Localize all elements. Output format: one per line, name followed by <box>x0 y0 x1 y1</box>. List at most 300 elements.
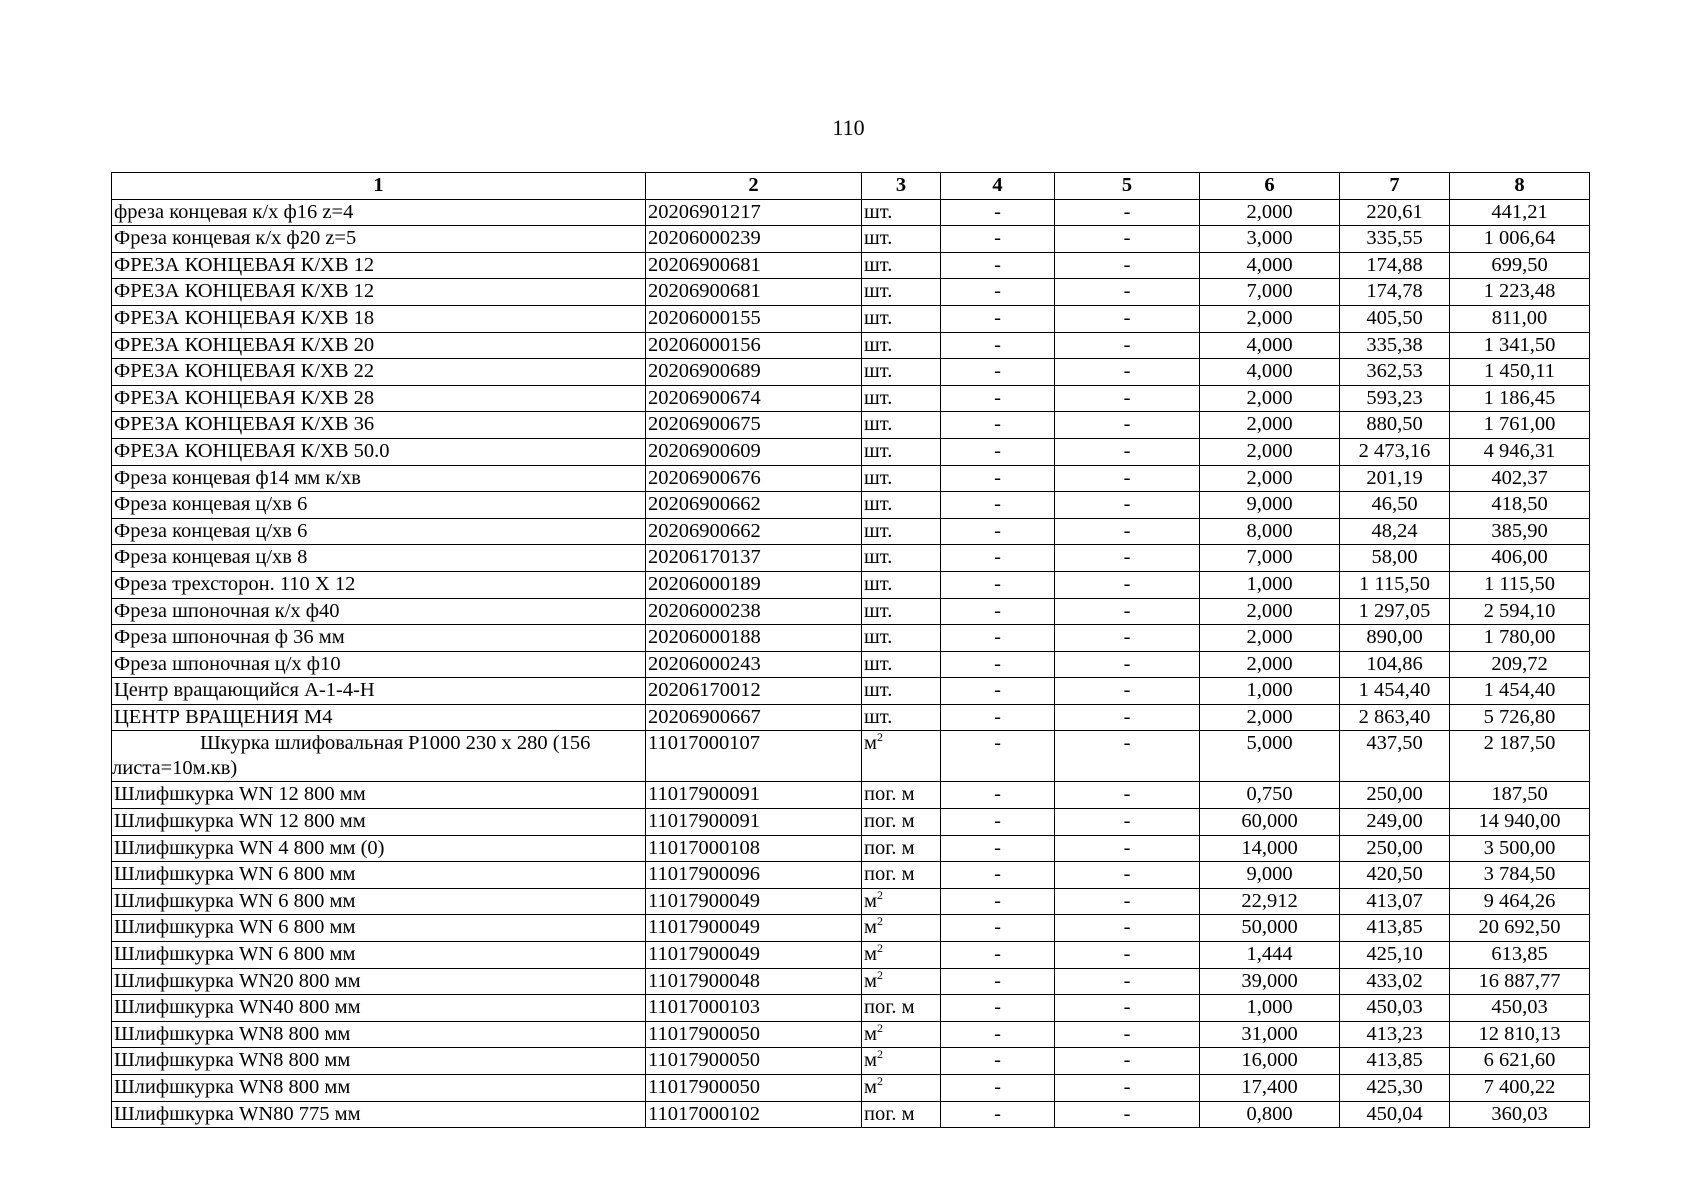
unit-cell: шт. <box>862 678 941 705</box>
column-header: 6 <box>1200 173 1340 200</box>
price-cell: 2 473,16 <box>1340 438 1450 465</box>
unit-cell: шт. <box>862 625 941 652</box>
column4-cell: - <box>941 782 1055 809</box>
column5-cell: - <box>1055 678 1200 705</box>
quantity-cell: 17,400 <box>1200 1075 1340 1102</box>
unit-cell: $м^2$ <box>862 731 941 782</box>
sum-cell: 699,50 <box>1450 252 1590 279</box>
quantity-cell: 31,000 <box>1200 1021 1340 1048</box>
column4-cell: - <box>941 359 1055 386</box>
column5-cell: - <box>1055 888 1200 915</box>
table-row <box>112 1021 1590 1048</box>
column5-cell: - <box>1055 1101 1200 1128</box>
column-header: 8 <box>1450 173 1590 200</box>
item-name-cell: Шлифшкурка WN 6 800 мм <box>112 942 646 969</box>
unit-cell: $м^2$ <box>862 1048 941 1075</box>
price-cell: 104,86 <box>1340 651 1450 678</box>
column5-cell: - <box>1055 545 1200 572</box>
column4-cell: - <box>941 942 1055 969</box>
item-name-cell: Шкурка шлифовальная Р1000 230 х 280 (156 листа=10м.кв) <box>112 731 646 782</box>
sum-cell: 7 400,22 <box>1450 1075 1590 1102</box>
item-name-cell: Фреза концевая ф14 мм к/хв <box>112 465 646 492</box>
item-name-cell: ФРЕЗА КОНЦЕВАЯ К/ХВ 36 <box>112 412 646 439</box>
sum-cell: 14 940,00 <box>1450 809 1590 836</box>
price-cell: 450,04 <box>1340 1101 1450 1128</box>
item-name-cell: ЦЕНТР ВРАЩЕНИЯ М4 <box>112 704 646 731</box>
item-name-cell: ФРЕЗА КОНЦЕВАЯ К/ХВ 28 <box>112 385 646 412</box>
item-name-cell: Шлифшкурка WN 4 800 мм (0) <box>112 835 646 862</box>
column5-cell: - <box>1055 835 1200 862</box>
table-row <box>112 571 1590 598</box>
column4-cell: - <box>941 678 1055 705</box>
table-row <box>112 835 1590 862</box>
item-code-cell: 20206000156 <box>646 332 862 359</box>
sum-cell: 1 006,64 <box>1450 226 1590 253</box>
item-code-cell: 11017000103 <box>646 995 862 1022</box>
unit-cell: шт. <box>862 465 941 492</box>
column4-cell: - <box>941 279 1055 306</box>
item-code-cell: 20206000238 <box>646 598 862 625</box>
column5-cell: - <box>1055 571 1200 598</box>
unit-cell: пог. м <box>862 995 941 1022</box>
quantity-cell: 2,000 <box>1200 598 1340 625</box>
column5-cell: - <box>1055 332 1200 359</box>
column-header: 5 <box>1055 173 1200 200</box>
price-cell: 249,00 <box>1340 809 1450 836</box>
column-header: 4 <box>941 173 1055 200</box>
sum-cell: 1 186,45 <box>1450 385 1590 412</box>
quantity-cell: 2,000 <box>1200 305 1340 332</box>
item-code-cell: 20206900667 <box>646 704 862 731</box>
table-row <box>112 782 1590 809</box>
item-code-cell: 20206000239 <box>646 226 862 253</box>
table-row <box>112 465 1590 492</box>
table-row <box>112 704 1590 731</box>
column4-cell: - <box>941 731 1055 782</box>
item-code-cell: 20206170012 <box>646 678 862 705</box>
price-cell: 1 297,05 <box>1340 598 1450 625</box>
unit-cell: $м^2$ <box>862 888 941 915</box>
item-code-cell: 20206900609 <box>646 438 862 465</box>
table-row <box>112 279 1590 306</box>
column4-cell: - <box>941 412 1055 439</box>
sum-cell: 385,90 <box>1450 518 1590 545</box>
sum-cell: 406,00 <box>1450 545 1590 572</box>
column4-cell: - <box>941 492 1055 519</box>
price-cell: 420,50 <box>1340 862 1450 889</box>
item-name-cell: Фреза шпоночная ф 36 мм <box>112 625 646 652</box>
unit-cell: $м^2$ <box>862 968 941 995</box>
price-cell: 593,23 <box>1340 385 1450 412</box>
sum-cell: 2 187,50 <box>1450 731 1590 782</box>
column5-cell: - <box>1055 1048 1200 1075</box>
quantity-cell: 2,000 <box>1200 412 1340 439</box>
column4-cell: - <box>941 571 1055 598</box>
sum-cell: 418,50 <box>1450 492 1590 519</box>
quantity-cell: 5,000 <box>1200 731 1340 782</box>
item-name-cell: Фреза шпоночная ц/х ф10 <box>112 651 646 678</box>
price-cell: 425,30 <box>1340 1075 1450 1102</box>
column4-cell: - <box>941 226 1055 253</box>
column5-cell: - <box>1055 862 1200 889</box>
item-code-cell: 20206900676 <box>646 465 862 492</box>
column4-cell: - <box>941 545 1055 572</box>
table-row <box>112 995 1590 1022</box>
sum-cell: 360,03 <box>1450 1101 1590 1128</box>
column5-cell: - <box>1055 1021 1200 1048</box>
sum-cell: 1 761,00 <box>1450 412 1590 439</box>
table-row <box>112 252 1590 279</box>
quantity-cell: 7,000 <box>1200 545 1340 572</box>
column4-cell: - <box>941 465 1055 492</box>
table-row <box>112 226 1590 253</box>
column5-cell: - <box>1055 279 1200 306</box>
quantity-cell: 3,000 <box>1200 226 1340 253</box>
column5-cell: - <box>1055 995 1200 1022</box>
table-row <box>112 305 1590 332</box>
column4-cell: - <box>941 1101 1055 1128</box>
unit-cell: пог. м <box>862 835 941 862</box>
item-name-cell: Шлифшкурка WN 12 800 мм <box>112 782 646 809</box>
unit-cell: $м^2$ <box>862 915 941 942</box>
quantity-cell: 9,000 <box>1200 492 1340 519</box>
sum-cell: 3 500,00 <box>1450 835 1590 862</box>
item-name-cell: Фреза шпоночная к/х ф40 <box>112 598 646 625</box>
column4-cell: - <box>941 305 1055 332</box>
table-row <box>112 385 1590 412</box>
item-code-cell: 20206000189 <box>646 571 862 598</box>
table-row <box>112 888 1590 915</box>
item-code-cell: 20206000155 <box>646 305 862 332</box>
column5-cell: - <box>1055 412 1200 439</box>
table-row <box>112 545 1590 572</box>
inventory-table <box>111 172 1590 1128</box>
price-cell: 413,23 <box>1340 1021 1450 1048</box>
header-row <box>112 173 1590 200</box>
item-code-cell: 11017900050 <box>646 1048 862 1075</box>
column4-cell: - <box>941 651 1055 678</box>
column4-cell: - <box>941 385 1055 412</box>
sum-cell: 441,21 <box>1450 199 1590 226</box>
table-row <box>112 359 1590 386</box>
item-code-cell: 20206900681 <box>646 279 862 306</box>
column4-cell: - <box>941 518 1055 545</box>
price-cell: 362,53 <box>1340 359 1450 386</box>
table-row <box>112 332 1590 359</box>
column5-cell: - <box>1055 782 1200 809</box>
sum-cell: 187,50 <box>1450 782 1590 809</box>
quantity-cell: 2,000 <box>1200 385 1340 412</box>
table-row <box>112 438 1590 465</box>
unit-cell: шт. <box>862 305 941 332</box>
unit-cell: шт. <box>862 492 941 519</box>
item-name-cell: Шлифшкурка WN 6 800 мм <box>112 915 646 942</box>
unit-cell: шт. <box>862 545 941 572</box>
item-code-cell: 11017900091 <box>646 782 862 809</box>
quantity-cell: 22,912 <box>1200 888 1340 915</box>
price-cell: 413,07 <box>1340 888 1450 915</box>
sum-cell: 1 341,50 <box>1450 332 1590 359</box>
sum-cell: 16 887,77 <box>1450 968 1590 995</box>
price-cell: 437,50 <box>1340 731 1450 782</box>
table-row <box>112 598 1590 625</box>
item-name-cell: ФРЕЗА КОНЦЕВАЯ К/ХВ 18 <box>112 305 646 332</box>
column-header: 3 <box>862 173 941 200</box>
quantity-cell: 7,000 <box>1200 279 1340 306</box>
item-code-cell: 11017000107 <box>646 731 862 782</box>
quantity-cell: 14,000 <box>1200 835 1340 862</box>
column5-cell: - <box>1055 305 1200 332</box>
column5-cell: - <box>1055 518 1200 545</box>
column5-cell: - <box>1055 359 1200 386</box>
table-row <box>112 625 1590 652</box>
item-code-cell: 11017900050 <box>646 1075 862 1102</box>
column4-cell: - <box>941 438 1055 465</box>
quantity-cell: 8,000 <box>1200 518 1340 545</box>
item-name-cell: Шлифшкурка WN 6 800 мм <box>112 888 646 915</box>
unit-cell: шт. <box>862 651 941 678</box>
unit-cell: шт. <box>862 598 941 625</box>
price-cell: 250,00 <box>1340 782 1450 809</box>
table-row <box>112 1075 1590 1102</box>
column5-cell: - <box>1055 942 1200 969</box>
unit-cell: шт. <box>862 704 941 731</box>
price-cell: 335,55 <box>1340 226 1450 253</box>
price-cell: 58,00 <box>1340 545 1450 572</box>
column4-cell: - <box>941 252 1055 279</box>
item-code-cell: 20206900662 <box>646 518 862 545</box>
table-row <box>112 915 1590 942</box>
unit-cell: шт. <box>862 359 941 386</box>
column5-cell: - <box>1055 809 1200 836</box>
column5-cell: - <box>1055 731 1200 782</box>
column5-cell: - <box>1055 226 1200 253</box>
price-cell: 174,88 <box>1340 252 1450 279</box>
sum-cell: 12 810,13 <box>1450 1021 1590 1048</box>
unit-cell: пог. м <box>862 1101 941 1128</box>
column-header: 7 <box>1340 173 1450 200</box>
price-cell: 433,02 <box>1340 968 1450 995</box>
item-code-cell: 11017900049 <box>646 942 862 969</box>
sum-cell: 9 464,26 <box>1450 888 1590 915</box>
price-cell: 413,85 <box>1340 915 1450 942</box>
sum-cell: 2 594,10 <box>1450 598 1590 625</box>
price-cell: 890,00 <box>1340 625 1450 652</box>
price-cell: 425,10 <box>1340 942 1450 969</box>
column5-cell: - <box>1055 598 1200 625</box>
unit-cell: шт. <box>862 518 941 545</box>
sum-cell: 4 946,31 <box>1450 438 1590 465</box>
table-row <box>112 1048 1590 1075</box>
price-cell: 1 454,40 <box>1340 678 1450 705</box>
item-name-cell: Шлифшкурка WN 6 800 мм <box>112 862 646 889</box>
table-row <box>112 731 1590 782</box>
item-name-cell: ФРЕЗА КОНЦЕВАЯ К/ХВ 20 <box>112 332 646 359</box>
sum-cell: 5 726,80 <box>1450 704 1590 731</box>
column4-cell: - <box>941 995 1055 1022</box>
column4-cell: - <box>941 625 1055 652</box>
column5-cell: - <box>1055 199 1200 226</box>
sum-cell: 20 692,50 <box>1450 915 1590 942</box>
table-row <box>112 199 1590 226</box>
unit-cell: шт. <box>862 412 941 439</box>
item-code-cell: 11017900049 <box>646 888 862 915</box>
price-cell: 220,61 <box>1340 199 1450 226</box>
price-cell: 413,85 <box>1340 1048 1450 1075</box>
column5-cell: - <box>1055 915 1200 942</box>
column4-cell: - <box>941 862 1055 889</box>
sum-cell: 1 223,48 <box>1450 279 1590 306</box>
item-code-cell: 20206900689 <box>646 359 862 386</box>
item-code-cell: 11017900048 <box>646 968 862 995</box>
column4-cell: - <box>941 1048 1055 1075</box>
table-row <box>112 1101 1590 1128</box>
unit-cell: $м^2$ <box>862 942 941 969</box>
unit-cell: шт. <box>862 438 941 465</box>
column4-cell: - <box>941 809 1055 836</box>
unit-cell: шт. <box>862 332 941 359</box>
item-name-cell: Шлифшкурка WN20 800 мм <box>112 968 646 995</box>
table-row <box>112 809 1590 836</box>
item-name-cell: Шлифшкурка WN8 800 мм <box>112 1021 646 1048</box>
column4-cell: - <box>941 704 1055 731</box>
unit-cell: $м^2$ <box>862 1075 941 1102</box>
table-row <box>112 678 1590 705</box>
quantity-cell: 50,000 <box>1200 915 1340 942</box>
item-code-cell: 20206900675 <box>646 412 862 439</box>
price-cell: 201,19 <box>1340 465 1450 492</box>
item-code-cell: 20206000188 <box>646 625 862 652</box>
column5-cell: - <box>1055 465 1200 492</box>
sum-cell: 209,72 <box>1450 651 1590 678</box>
column5-cell: - <box>1055 968 1200 995</box>
price-cell: 335,38 <box>1340 332 1450 359</box>
quantity-cell: 2,000 <box>1200 438 1340 465</box>
price-cell: 250,00 <box>1340 835 1450 862</box>
unit-cell: $м^2$ <box>862 1021 941 1048</box>
quantity-cell: 2,000 <box>1200 651 1340 678</box>
item-name-cell: Фреза концевая ц/хв 8 <box>112 545 646 572</box>
sum-cell: 3 784,50 <box>1450 862 1590 889</box>
sum-cell: 1 780,00 <box>1450 625 1590 652</box>
sum-cell: 450,03 <box>1450 995 1590 1022</box>
column4-cell: - <box>941 835 1055 862</box>
sum-cell: 811,00 <box>1450 305 1590 332</box>
quantity-cell: 2,000 <box>1200 704 1340 731</box>
table-row <box>112 968 1590 995</box>
table-row <box>112 651 1590 678</box>
unit-cell: шт. <box>862 385 941 412</box>
item-code-cell: 20206170137 <box>646 545 862 572</box>
price-cell: 880,50 <box>1340 412 1450 439</box>
sum-cell: 1 454,40 <box>1450 678 1590 705</box>
quantity-cell: 4,000 <box>1200 332 1340 359</box>
sum-cell: 6 621,60 <box>1450 1048 1590 1075</box>
sum-cell: 1 115,50 <box>1450 571 1590 598</box>
column-header: 1 <box>112 173 646 200</box>
column5-cell: - <box>1055 492 1200 519</box>
item-code-cell: 11017900050 <box>646 1021 862 1048</box>
price-cell: 405,50 <box>1340 305 1450 332</box>
sum-cell: 1 450,11 <box>1450 359 1590 386</box>
item-name-cell: ФРЕЗА КОНЦЕВАЯ К/ХВ 12 <box>112 252 646 279</box>
unit-cell: шт. <box>862 279 941 306</box>
unit-cell: пог. м <box>862 809 941 836</box>
column5-cell: - <box>1055 385 1200 412</box>
quantity-cell: 1,444 <box>1200 942 1340 969</box>
price-cell: 450,03 <box>1340 995 1450 1022</box>
item-code-cell: 20206000243 <box>646 651 862 678</box>
column5-cell: - <box>1055 438 1200 465</box>
price-cell: 48,24 <box>1340 518 1450 545</box>
unit-cell: шт. <box>862 252 941 279</box>
quantity-cell: 1,000 <box>1200 678 1340 705</box>
item-code-cell: 11017900049 <box>646 915 862 942</box>
item-name-cell: Шлифшкурка WN40 800 мм <box>112 995 646 1022</box>
table-row <box>112 942 1590 969</box>
quantity-cell: 9,000 <box>1200 862 1340 889</box>
item-name-cell: Фреза концевая к/х ф20 z=5 <box>112 226 646 253</box>
column4-cell: - <box>941 915 1055 942</box>
column4-cell: - <box>941 199 1055 226</box>
quantity-cell: 2,000 <box>1200 625 1340 652</box>
table-row <box>112 492 1590 519</box>
item-code-cell: 11017900091 <box>646 809 862 836</box>
item-code-cell: 20206900681 <box>646 252 862 279</box>
unit-cell: шт. <box>862 571 941 598</box>
quantity-cell: 0,750 <box>1200 782 1340 809</box>
item-code-cell: 11017000102 <box>646 1101 862 1128</box>
table-row <box>112 412 1590 439</box>
column4-cell: - <box>941 968 1055 995</box>
quantity-cell: 2,000 <box>1200 465 1340 492</box>
quantity-cell: 0,800 <box>1200 1101 1340 1128</box>
unit-cell: шт. <box>862 226 941 253</box>
item-code-cell: 11017000108 <box>646 835 862 862</box>
unit-cell: шт. <box>862 199 941 226</box>
column4-cell: - <box>941 1021 1055 1048</box>
sum-cell: 613,85 <box>1450 942 1590 969</box>
item-name-cell: Шлифшкурка WN80 775 мм <box>112 1101 646 1128</box>
unit-cell: пог. м <box>862 782 941 809</box>
quantity-cell: 60,000 <box>1200 809 1340 836</box>
quantity-cell: 4,000 <box>1200 252 1340 279</box>
quantity-cell: 1,000 <box>1200 995 1340 1022</box>
column5-cell: - <box>1055 625 1200 652</box>
column-header: 2 <box>646 173 862 200</box>
sum-cell: 402,37 <box>1450 465 1590 492</box>
item-name-cell: Шлифшкурка WN8 800 мм <box>112 1048 646 1075</box>
price-cell: 46,50 <box>1340 492 1450 519</box>
price-cell: 1 115,50 <box>1340 571 1450 598</box>
item-code-cell: 11017900096 <box>646 862 862 889</box>
item-name-cell: Фреза трехсторон. 110 Х 12 <box>112 571 646 598</box>
item-name-cell: ФРЕЗА КОНЦЕВАЯ К/ХВ 50.0 <box>112 438 646 465</box>
quantity-cell: 4,000 <box>1200 359 1340 386</box>
item-code-cell: 20206900674 <box>646 385 862 412</box>
column5-cell: - <box>1055 651 1200 678</box>
item-name-cell: Шлифшкурка WN 12 800 мм <box>112 809 646 836</box>
quantity-cell: 2,000 <box>1200 199 1340 226</box>
item-code-cell: 20206901217 <box>646 199 862 226</box>
column4-cell: - <box>941 888 1055 915</box>
column5-cell: - <box>1055 1075 1200 1102</box>
column4-cell: - <box>941 332 1055 359</box>
unit-cell: пог. м <box>862 862 941 889</box>
price-cell: 174,78 <box>1340 279 1450 306</box>
price-cell: 2 863,40 <box>1340 704 1450 731</box>
column5-cell: - <box>1055 704 1200 731</box>
